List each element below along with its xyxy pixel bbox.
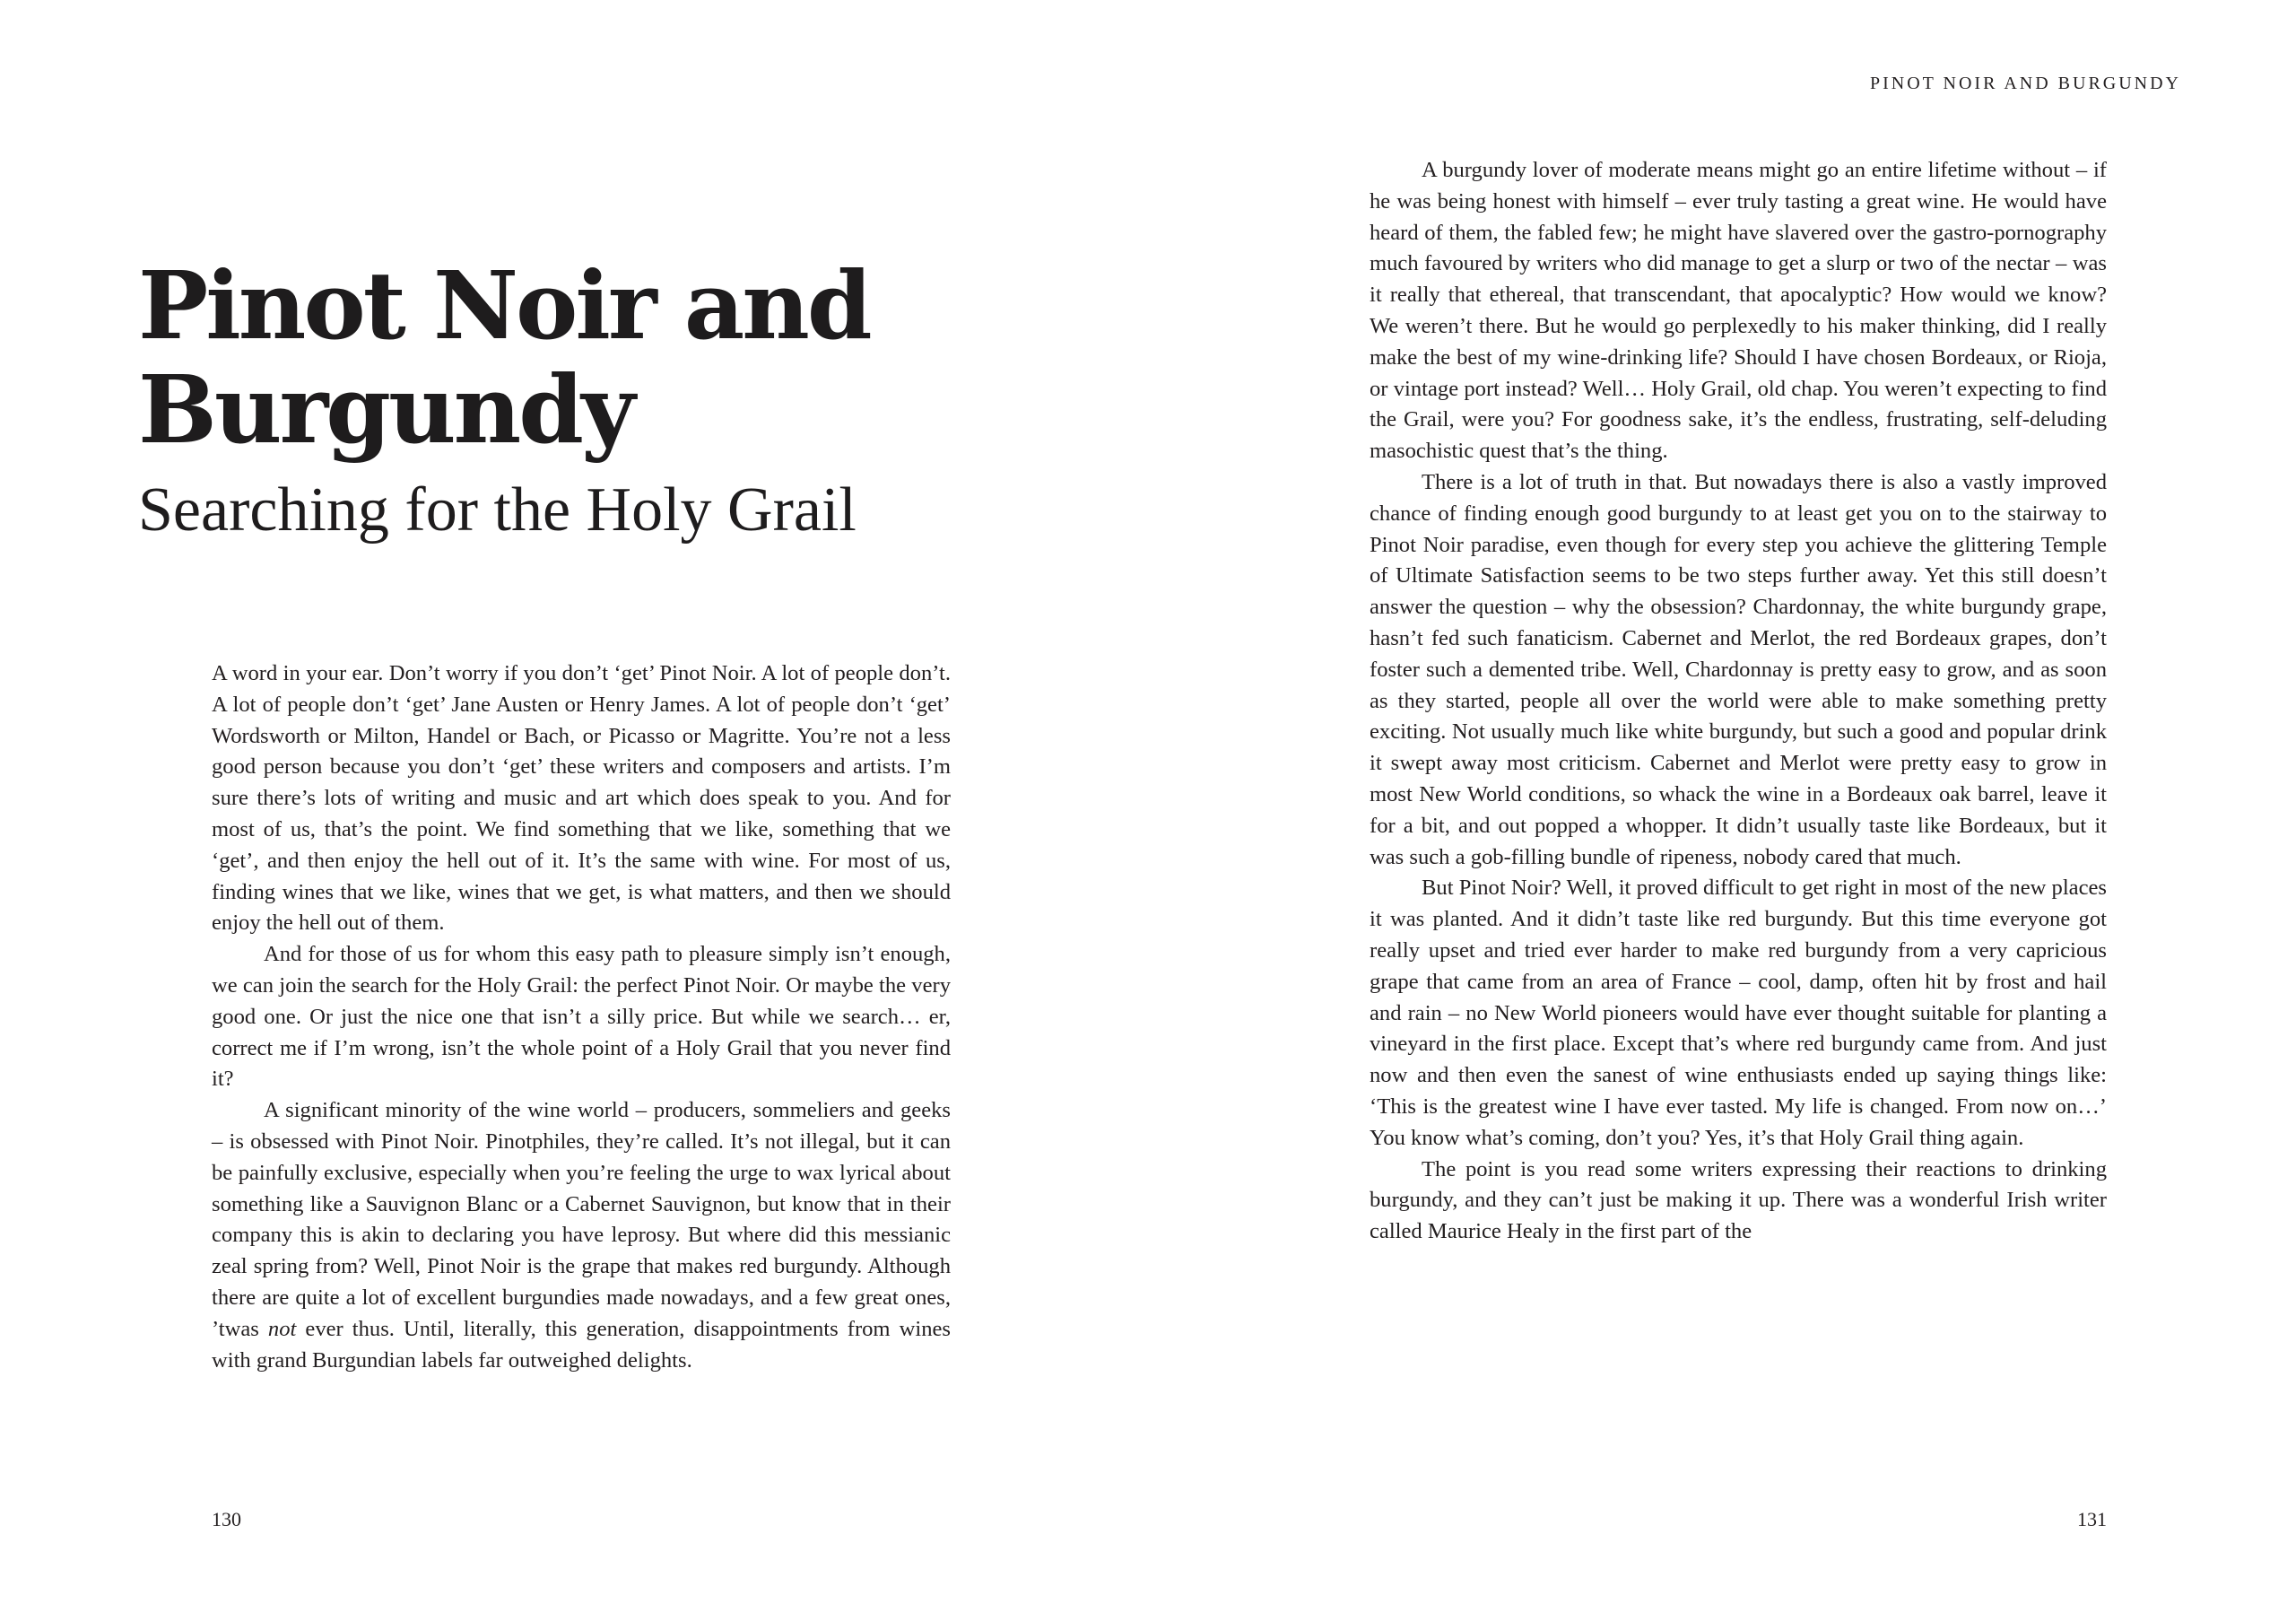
left-body-text <box>212 658 951 1376</box>
body-paragraph <box>212 939 951 1095</box>
paragraph-text: A word in your ear. Don’t worry if you don’t ‘get’ Pinot Noir. A lot of people don’t. A lot of people don’t ‘get’ Jane Austen or Henry James. A lot of people don’t ‘get’ Wordsworth or Milton, Handel or Bach, or Picasso or Magritte. You’re not a less good person because you don’t ‘get’ these writers and composers and artists. I’m sure there’s lots of writing and music and art which does speak to you. And for most of us, that’s the point. We find something that we like, something that we ‘get’, and then enjoy the hell out of it. It’s the same with wine. For most of us, finding wines that we like, wines that we get, is what matters, and then we should enjoy the hell out of them. <box>212 661 951 936</box>
paragraph-text: And for those of us for whom this easy path to pleasure simply isn’t enough, we can join the search for the Holy Grail: the perfect Pinot Noir. Or maybe the very good one. Or just the nice one that isn’t a silly price. But while we search… er, correct me if I’m wrong, isn’t the whole point of a Holy Grail that you never find it? <box>212 942 951 1092</box>
right-body-text <box>1370 155 2107 1248</box>
body-paragraph <box>212 1095 951 1376</box>
body-paragraph <box>1370 467 2107 873</box>
page-number-right: 131 <box>2077 1508 2107 1530</box>
right-page <box>1148 0 2296 1621</box>
paragraph-text: The point is you read some writers expressing their reactions to drinking burgundy, and they can’t just be making it up. There was a wonderful Irish writer called Maurice Healy in the first part of the <box>1370 1156 2107 1244</box>
paragraph-text: But Pinot Noir? Well, it proved difficult to get right in most of the new places it was planted. And it didn’t taste like red burgundy. But this time everyone got really upset and tried ever harder to make red burgundy from a very capricious grape that came from an area of France – cool, damp, often hit by frost and hail and rain – no New World pioneers would have ever thought suitable for planting a vineyard in the first place. Except that’s where red burgundy came from. And just now and then even the sanest of wine enthusiasts ended up saying things like: ‘This is the greatest wine I have ever tasted. My life is changed. From now on…’ You know what’s coming, don’t you? Yes, it’s that Holy Grail thing again. <box>1370 876 2107 1150</box>
chapter-title <box>138 250 1148 465</box>
paragraph-text: There is a lot of truth in that. But nowadays there is also a vastly improved chance of finding enough good burgundy to at least get you on to the stairway to Pinot Noir paradise, even though for every step you achieve the glittering Temple of Ultimate Satisfaction seems to be two steps further away. Yet this still doesn’t answer the question – why the obsession? Chardonnay, the white burgundy grape, hasn’t fed such fanaticism. Cabernet and Merlot, the red Bordeaux grapes, don’t foster such a demented tribe. Well, Chardonnay is pretty easy to grow, and as soon as they started, people all over the world were able to make something pretty exciting. Not usually much like white burgundy, but such a good and popular drink it swept away most criticism. Cabernet and Merlot were pretty easy to grow in most New World conditions, so whack the wine in a Bordeaux oak barrel, leave it for a bit, and out popped a whopper. It didn’t usually taste like Bordeaux, but it was such a gob-filling bundle of ripeness, nobody cared that much. <box>1370 469 2107 869</box>
body-paragraph <box>1370 1155 2107 1248</box>
body-paragraph <box>1370 155 2107 467</box>
body-paragraph <box>212 658 951 939</box>
paragraph-text-continued: ever thus. Until, literally, this generation, disappointments from wines with grand Burgundian labels far outweighed delights. <box>212 1316 951 1373</box>
paragraph-text: A burgundy lover of moderate means might go an entire lifetime without – if he was being honest with himself – ever truly tasting a great wine. He would have heard of them, the fabled few; he might have slavered over the gastro-pornography much favoured by writers who did manage to get a slurp or two of the nectar – was it really that ethereal, that transcendant, that apocalyptic? How would we know? We weren’t there. But he would go perplexedly to his maker thinking, did I really make the best of my wine-drinking life? Should I have chosen Bordeaux, or Rioja, or vintage port instead? Well… Holy Grail, old chap. You weren’t expecting to find the Grail, were you? For goodness sake, it’s the endless, frustrating, self-deluding masochistic quest that’s the thing. <box>1370 158 2107 464</box>
chapter-title-text: Pinot Noir and Burgundy <box>138 250 870 465</box>
body-paragraph <box>1370 873 2107 1154</box>
emphasis-text: not <box>267 1316 297 1341</box>
page-number-left: 130 <box>212 1508 241 1530</box>
chapter-subtitle: Searching for the Holy Grail <box>138 475 857 545</box>
paragraph-text: A significant minority of the wine world – producers, sommeliers and geeks – is obsessed with Pinot Noir. Pinotphiles, they’re called. It’s not illegal, but it can be painfully exclusive, especially when you’re feeling the urge to wax lyrical about something like a Sauvignon Blanc or a Cabernet Sauvignon, but know that in their company this is akin to declaring you have leprosy. But where did this messianic zeal spring from? Well, Pinot Noir is the grape that makes red burgundy. Although there are quite a lot of excellent burgundies made nowadays, and a few great ones, ’twas <box>212 1098 951 1341</box>
running-head: PINOT NOIR AND BURGUNDY <box>1870 74 2181 93</box>
